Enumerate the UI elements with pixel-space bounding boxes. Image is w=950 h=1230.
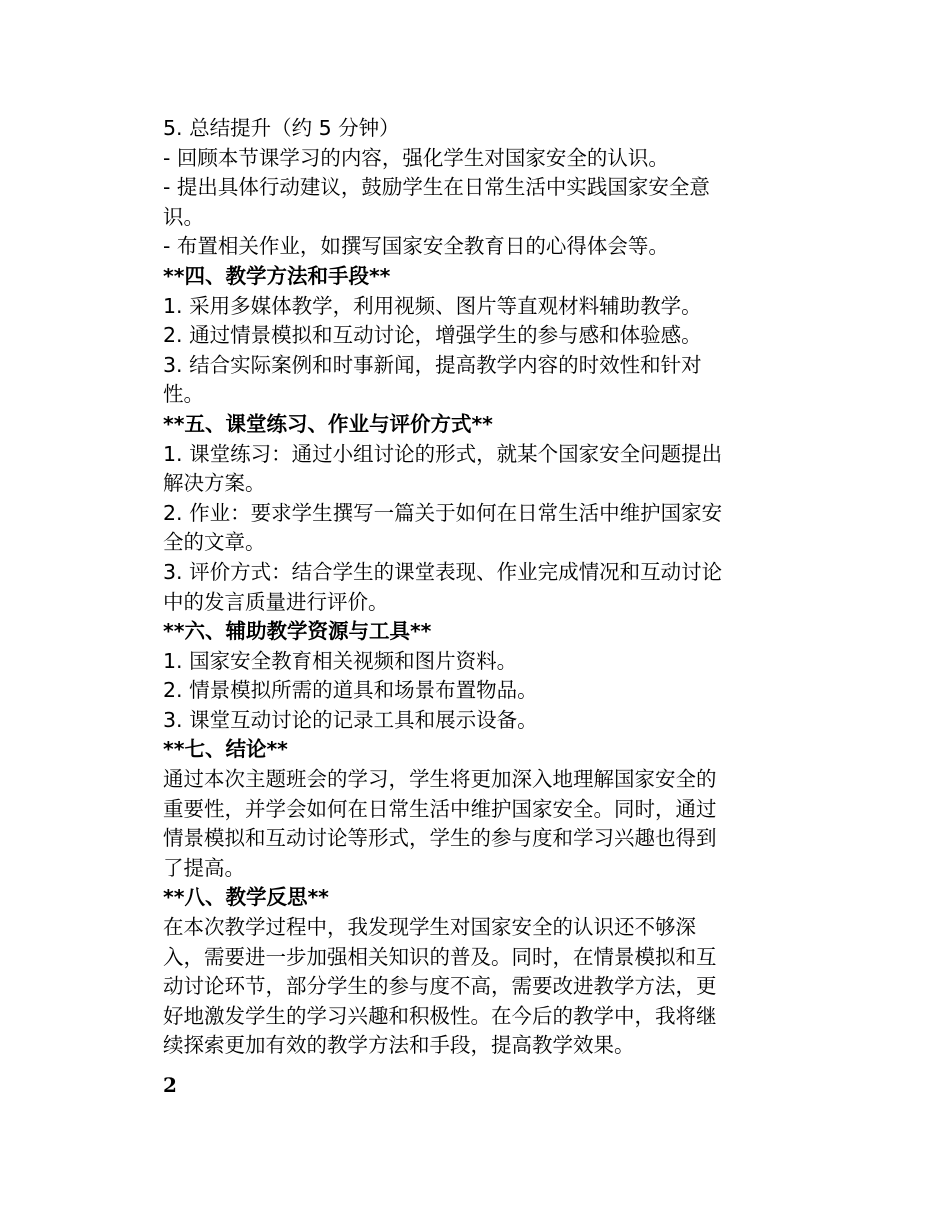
text-line: 情景模拟和互动讨论等形式，学生的参与度和学习兴趣也得到 bbox=[163, 826, 717, 851]
text-line: - 回顾本节课学习的内容，强化学生对国家安全的认识。 bbox=[163, 145, 669, 170]
text-line: 续探索更加有效的教学方法和手段，提高教学效果。 bbox=[163, 1033, 635, 1058]
text-line: 2. 通过情景模拟和互动讨论，增强学生的参与感和体验感。 bbox=[163, 323, 702, 348]
page-number: 2 bbox=[163, 1073, 177, 1097]
text-line: 3. 评价方式：结合学生的课堂表现、作业完成情况和互动讨论 bbox=[163, 559, 723, 584]
text-line: 好地激发学生的学习兴趣和积极性。在今后的教学中，我将继 bbox=[163, 1003, 717, 1028]
text-line: 性。 bbox=[163, 382, 204, 407]
section-heading: **八、教学反思** bbox=[163, 885, 329, 910]
text-line: 通过本次主题班会的学习，学生将更加深入地理解国家安全的 bbox=[163, 767, 717, 792]
text-line: 在本次教学过程中，我发现学生对国家安全的认识还不够深 bbox=[163, 915, 696, 940]
document-body bbox=[163, 114, 773, 1061]
text-line: - 提出具体行动建议，鼓励学生在日常生活中实践国家安全意 bbox=[163, 175, 710, 200]
text-line: 识。 bbox=[163, 204, 204, 229]
text-line: 1. 采用多媒体教学，利用视频、图片等直观材料辅助教学。 bbox=[163, 293, 702, 318]
text-line: 3. 结合实际案例和时事新闻，提高教学内容的时效性和针对 bbox=[163, 352, 702, 377]
section-heading: **七、结论** bbox=[163, 737, 288, 762]
section-heading: **五、课堂练习、作业与评价方式** bbox=[163, 411, 493, 436]
text-line: 解决方案。 bbox=[163, 471, 266, 496]
text-line: - 布置相关作业，如撰写国家安全教育日的心得体会等。 bbox=[163, 234, 669, 259]
text-line: 2. 作业：要求学生撰写一篇关于如何在日常生活中维护国家安 bbox=[163, 500, 723, 525]
text-line: 5. 总结提升（约 5 分钟） bbox=[163, 116, 400, 140]
section-heading: **六、辅助教学资源与工具** bbox=[163, 619, 432, 644]
text-line: 全的文章。 bbox=[163, 530, 266, 555]
text-line: 1. 国家安全教育相关视频和图片资料。 bbox=[163, 648, 518, 673]
text-line: 1. 课堂练习：通过小组讨论的形式，就某个国家安全问题提出 bbox=[163, 441, 723, 466]
text-line: 动讨论环节，部分学生的参与度不高，需要改进教学方法，更 bbox=[163, 974, 717, 999]
text-line: 3. 课堂互动讨论的记录工具和展示设备。 bbox=[163, 707, 538, 732]
section-heading: **四、教学方法和手段** bbox=[163, 263, 391, 288]
text-line: 中的发言质量进行评价。 bbox=[163, 589, 389, 614]
text-line: 入，需要进一步加强相关知识的普及。同时，在情景模拟和互 bbox=[163, 944, 717, 969]
text-line: 了提高。 bbox=[163, 855, 245, 880]
text-line: 重要性，并学会如何在日常生活中维护国家安全。同时，通过 bbox=[163, 796, 717, 821]
text-line: 2. 情景模拟所需的道具和场景布置物品。 bbox=[163, 678, 538, 703]
